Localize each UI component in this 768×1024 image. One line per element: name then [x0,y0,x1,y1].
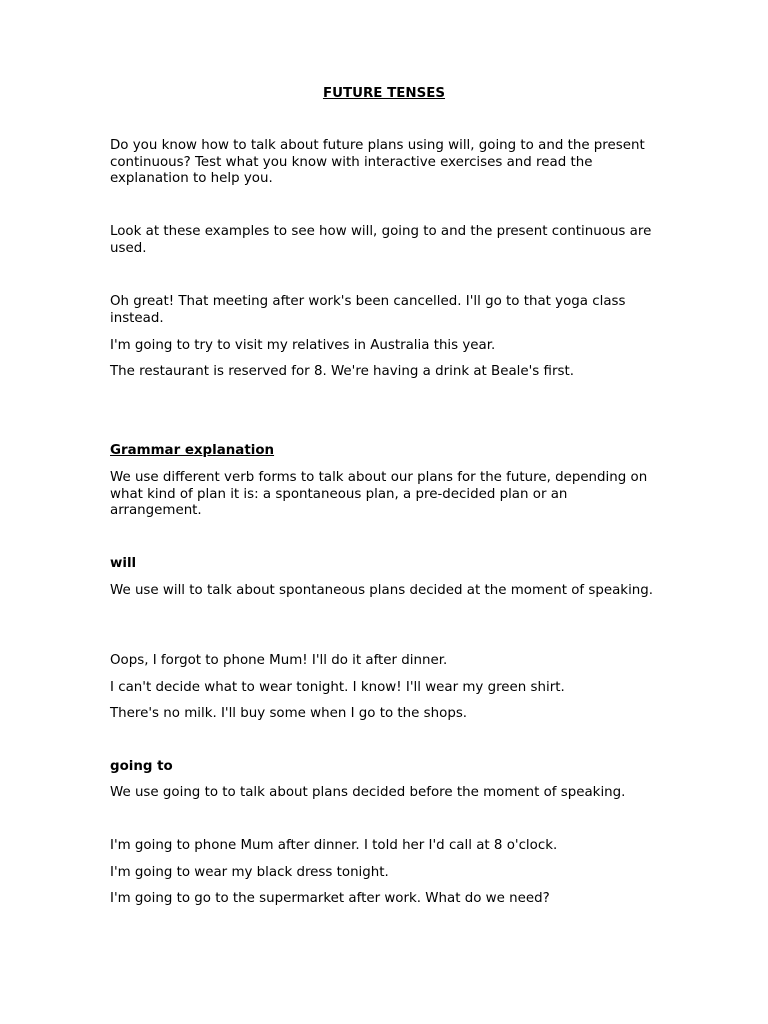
will-example-item: I can't decide what to wear tonight. I know! I'll wear my green shirt. [110,680,565,695]
will-paragraph: We use will to talk about spontaneous plans decided at the moment of speaking. [110,583,654,598]
example-item: The restaurant is reserved for 8. We're having a drink at Beale's first. [110,364,574,379]
going-to-heading: going to [110,759,173,774]
intro-paragraph: Do you know how to talk about future plans using will, going to and the present continuous? Test what you know with interactive exercises and read the explanation to help you. [110,138,645,186]
examples-intro-paragraph: Look at these examples to see how will, going to and the present continuous are used. [110,224,652,256]
will-example-item: There's no milk. I'll buy some when I go to the shops. [110,706,468,721]
grammar-heading: Grammar explanation [110,443,275,458]
going-to-example-item: I'm going to go to the supermarket after work. What do we need? [110,891,550,906]
example-item: Oh great! That meeting after work's been cancelled. I'll go to that yoga class instead. [110,294,626,326]
going-to-paragraph: We use going to to talk about plans decided before the moment of speaking. [110,785,626,800]
example-item: I'm going to try to visit my relatives in Australia this year. [110,338,496,353]
grammar-paragraph: We use different verb forms to talk about our plans for the future, depending on what kind of plan it is: a spontaneous plan, a pre-decided plan or an arrangement. [110,470,648,518]
document-title: FUTURE TENSES [322,86,446,101]
will-example-item: Oops, I forgot to phone Mum! I'll do it after dinner. [110,653,448,668]
going-to-example-item: I'm going to phone Mum after dinner. I told her I'd call at 8 o'clock. [110,838,558,853]
will-heading: will [110,556,137,571]
going-to-example-item: I'm going to wear my black dress tonight. [110,865,389,880]
